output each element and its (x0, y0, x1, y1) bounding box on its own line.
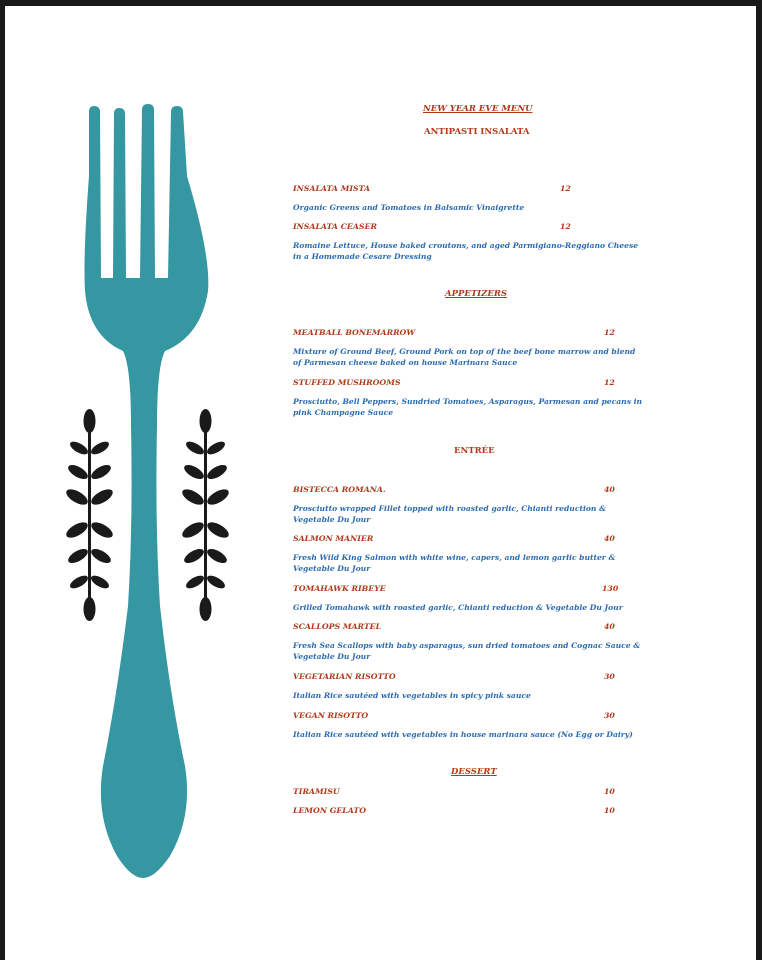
menu-item-name: LEMON GELATO (293, 806, 366, 815)
menu-title: NEW YEAR EVE MENU (423, 104, 533, 114)
menu-item-price: 12 (604, 328, 615, 337)
menu-item-name: MEATBALL BONEMARROW (293, 328, 416, 337)
menu-item-name: SALMON MANIER (293, 534, 374, 543)
menu-item-description: Organic Greens and Tomatoes in Balsamic Vinaigrette (293, 203, 525, 212)
menu-item-price: 10 (604, 806, 615, 815)
menu-item-description: Mixture of Ground Beef, Ground Pork on top of the beef bone marrow and blend of Parmesan cheese baked on house Marinara Sauce (293, 347, 636, 367)
menu-item-name: BISTECCA ROMANA. (293, 485, 386, 494)
menu-item-price: 12 (560, 222, 571, 231)
menu-item-name: VEGAN RISOTTO (293, 711, 369, 720)
leaf-sprig-icon (64, 409, 115, 621)
section-heading-dessert: DESSERT (451, 767, 497, 777)
section-heading-entree: ENTRÉE (454, 446, 495, 456)
section-heading-antipasti: ANTIPASTI INSALATA (424, 127, 530, 137)
menu-item-description: Grilled Tomahawk with roasted garlic, Chianti reduction & Vegetable Du Jour (293, 603, 623, 612)
menu-page (5, 6, 756, 960)
menu-item-name: STUFFED MUSHROOMS (293, 378, 401, 387)
menu-item-name: TIRAMISU (293, 787, 340, 796)
menu-item-price: 130 (602, 584, 619, 593)
menu-item-name: INSALATA CEASER (293, 222, 377, 231)
menu-item-description: Prosciutto, Bell Peppers, Sundried Tomatoes, Asparagus, Parmesan and pecans in pink Champagne Sauce (293, 397, 643, 417)
menu-item-description: Italian Rice sautéed with vegetables in spicy pink sauce (293, 691, 531, 700)
menu-item-price: 30 (604, 672, 615, 681)
menu-item-price: 40 (604, 485, 615, 494)
menu-item-name: SCALLOPS MARTEL (293, 622, 382, 631)
menu-item-price: 12 (560, 184, 571, 193)
menu-item-description: Romaine Lettuce, House baked croutons, and aged Parmigiano-Reggiano Cheese in a Homemade Cesare Dressing (293, 241, 639, 261)
menu-item-price: 12 (604, 378, 615, 387)
menu-item-price: 30 (604, 711, 615, 720)
menu-item-name: TOMAHAWK RIBEYE (293, 584, 386, 593)
menu-item-name: VEGETARIAN RISOTTO (293, 672, 396, 681)
menu-item-description: Fresh Sea Scallops with baby asparagus, sun dried tomatoes and Cognac Sauce & Vegetable Du Jour (293, 641, 641, 661)
leaf-sprig-icon (180, 409, 231, 621)
menu-item-description: Italian Rice sautéed with vegetables in house marinara sauce (No Egg or Dairy) (293, 730, 633, 739)
menu-item-name: INSALATA MISTA (293, 184, 371, 193)
fork-illustration (5, 6, 756, 960)
menu-item-description: Prosciutto wrapped Fillet topped with roasted garlic, Chianti reduction & Vegetable Du Jour (293, 504, 606, 524)
section-heading-appetizers: APPETIZERS (445, 289, 508, 299)
menu-item-price: 40 (604, 534, 615, 543)
menu-item-price: 10 (604, 787, 615, 796)
menu-item-description: Fresh Wild King Salmon with white wine, capers, and lemon garlic butter & Vegetable Du Jour (293, 553, 616, 573)
menu-item-price: 40 (604, 622, 615, 631)
